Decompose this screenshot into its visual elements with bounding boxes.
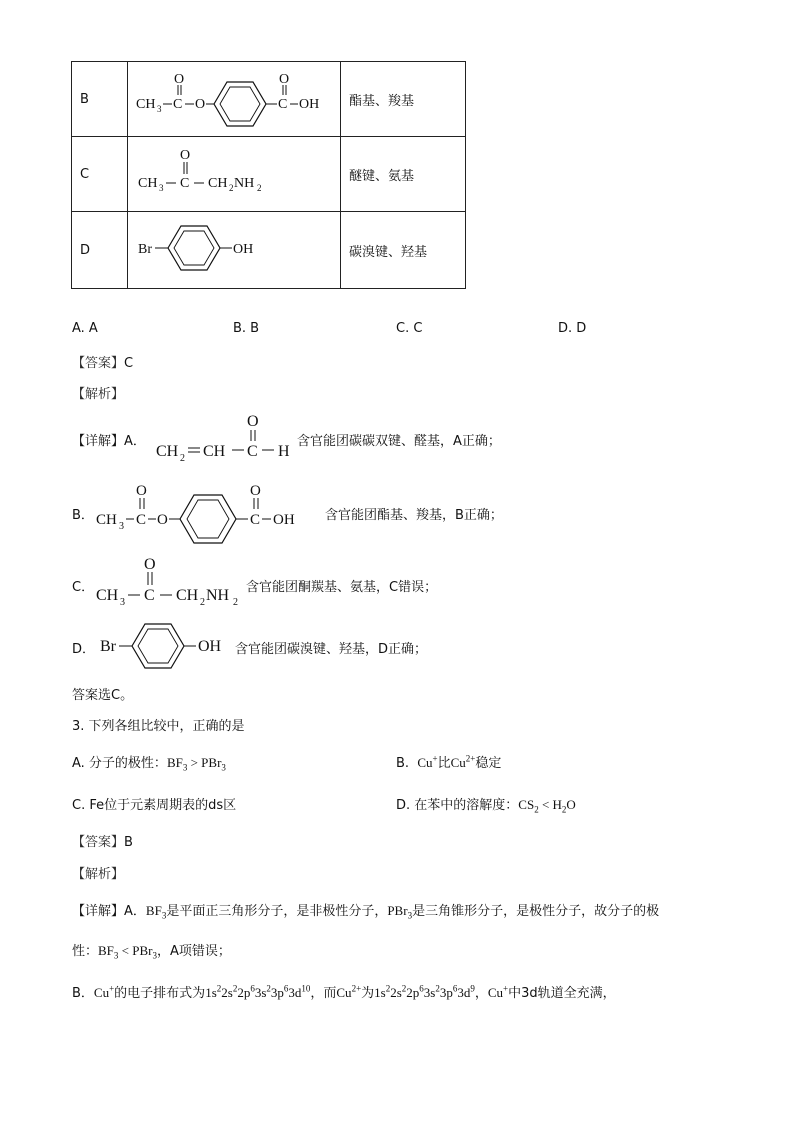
options-table bbox=[71, 61, 466, 289]
answer-label: 【答案】 bbox=[72, 356, 125, 371]
formula: $1s^22s^22p^63s^23p^63d^{10}$ bbox=[205, 983, 311, 1000]
q3-b-suffix: 稳定 bbox=[475, 756, 502, 771]
molecule-diagram bbox=[128, 62, 340, 132]
detail2-text: 是平面正三角形分子，是非极性分子， bbox=[166, 904, 388, 919]
svg-text:2: 2 bbox=[257, 183, 262, 193]
q3-b-prefix: B. bbox=[396, 756, 410, 771]
detail-c-text: 含官能团酮羰基、氨基，C错误； bbox=[246, 580, 438, 595]
formula: Cu+ bbox=[487, 983, 509, 1000]
detail2-text: ，A项错误； bbox=[156, 944, 231, 959]
row-letter: D bbox=[72, 212, 128, 289]
svg-text:2: 2 bbox=[233, 597, 238, 608]
svg-text:O: O bbox=[136, 483, 147, 499]
q3-option-a bbox=[72, 752, 226, 773]
svg-text:C: C bbox=[136, 512, 147, 528]
svg-text:CH: CH bbox=[96, 587, 119, 604]
structure-bromophenol bbox=[128, 212, 341, 289]
formula: $BF_3 > PBr_3$ bbox=[166, 755, 226, 773]
table-row bbox=[72, 212, 466, 289]
svg-text:CH: CH bbox=[136, 97, 156, 112]
detail-c-prefix: C． bbox=[72, 580, 95, 595]
formula: $CS_2 < H_2O$ bbox=[518, 797, 576, 815]
svg-text:NH: NH bbox=[234, 176, 255, 191]
svg-text:OH: OH bbox=[273, 512, 295, 528]
svg-text:CH: CH bbox=[96, 512, 117, 528]
svg-text:O: O bbox=[180, 148, 191, 163]
ketone-amine-structure bbox=[92, 552, 252, 608]
formula: $BF_3 < PBr_3$ bbox=[98, 943, 157, 961]
detail2-text: 是三角锥形分子，是极性分子，故分子的极 bbox=[412, 904, 660, 919]
q3-option-d bbox=[396, 794, 576, 815]
svg-text:O: O bbox=[250, 483, 261, 499]
detail2-text: 中3d轨道全充满， bbox=[508, 986, 616, 1001]
q3-option-c: C. Fe位于元素周期表的ds区 bbox=[72, 798, 237, 813]
svg-text:NH: NH bbox=[206, 587, 230, 604]
detail2-line3 bbox=[72, 982, 616, 1001]
formula: Cu+ bbox=[417, 753, 438, 770]
svg-text:H: H bbox=[278, 443, 290, 460]
detail2-line1 bbox=[72, 900, 659, 921]
svg-text:C: C bbox=[278, 97, 288, 112]
svg-text:CH: CH bbox=[203, 443, 226, 460]
formula: $BF_3$ bbox=[145, 903, 167, 921]
answer-1 bbox=[72, 352, 133, 371]
detail-b-prefix: B． bbox=[72, 508, 94, 523]
svg-text:CH: CH bbox=[156, 443, 179, 460]
q3-option-b bbox=[396, 752, 501, 771]
detail-a-text: 含官能团碳碳双键、醛基，A正确； bbox=[297, 434, 501, 449]
formula: Cu+ bbox=[93, 983, 115, 1000]
detail-a-label: 【详解】A． bbox=[72, 434, 146, 449]
svg-text:Br: Br bbox=[100, 638, 116, 655]
choice-a: A. A bbox=[72, 321, 98, 336]
svg-text:CH: CH bbox=[138, 176, 158, 191]
detail-d-prefix: D． bbox=[72, 642, 96, 657]
svg-text:2: 2 bbox=[180, 453, 185, 464]
question-3-stem: 3. 下列各组比较中，正确的是 bbox=[72, 719, 245, 734]
answer-label: 【答案】 bbox=[72, 835, 125, 850]
row-letter: C bbox=[72, 137, 128, 212]
svg-text:C: C bbox=[250, 512, 261, 528]
formula: $Cu^{2+}$ bbox=[336, 983, 362, 1000]
molecule-diagram bbox=[128, 212, 340, 284]
svg-text:C: C bbox=[247, 443, 258, 460]
ester-acid-structure bbox=[90, 478, 328, 548]
conclusion: 答案选C。 bbox=[72, 688, 134, 703]
detail2-text: B． bbox=[72, 986, 94, 1001]
answer-value: C bbox=[124, 356, 134, 371]
svg-text:O: O bbox=[157, 512, 168, 528]
svg-text:O: O bbox=[279, 72, 290, 87]
svg-text:CH: CH bbox=[208, 176, 228, 191]
detail2-text: ，而 bbox=[310, 986, 337, 1001]
detail2-line2 bbox=[72, 940, 231, 961]
detail2-label: 【详解】A． bbox=[72, 904, 146, 919]
choice-c: C. C bbox=[396, 321, 423, 336]
choice-b: B. B bbox=[233, 321, 260, 336]
detail2-text: 的电子排布式为 bbox=[114, 986, 206, 1001]
detail2-text: ， bbox=[474, 986, 488, 1001]
table-row bbox=[72, 62, 466, 137]
molecule-diagram bbox=[128, 137, 340, 207]
formula: $Cu^{2+}$ bbox=[450, 753, 476, 770]
structure-ketone-amine bbox=[128, 137, 341, 212]
svg-text:3: 3 bbox=[157, 104, 162, 114]
svg-text:C: C bbox=[144, 587, 155, 604]
formula: $1s^22s^22p^63s^23p^63d^9$ bbox=[374, 983, 475, 1000]
row-desc: 酯基、羧基 bbox=[341, 62, 466, 137]
svg-text:O: O bbox=[144, 556, 156, 573]
detail2-text: 为 bbox=[361, 986, 375, 1001]
svg-text:O: O bbox=[247, 413, 259, 430]
answer-value: B bbox=[124, 835, 133, 850]
svg-text:O: O bbox=[174, 72, 185, 87]
svg-text:2: 2 bbox=[229, 183, 234, 193]
q3-b-mid: 比 bbox=[437, 756, 451, 771]
svg-text:O: O bbox=[195, 97, 206, 112]
q3-d-prefix: D. 在苯中的溶解度： bbox=[396, 798, 519, 813]
table-row bbox=[72, 137, 466, 212]
row-desc: 醚键、氨基 bbox=[341, 137, 466, 212]
svg-text:Br: Br bbox=[138, 242, 152, 257]
detail-b-text: 含官能团酯基、羧基，B正确； bbox=[325, 508, 503, 523]
svg-text:C: C bbox=[180, 176, 190, 191]
analysis-label: 【解析】 bbox=[72, 867, 125, 882]
svg-text:CH: CH bbox=[176, 587, 199, 604]
svg-text:OH: OH bbox=[198, 638, 222, 655]
bromophenol-structure bbox=[96, 620, 236, 672]
svg-text:3: 3 bbox=[119, 521, 124, 532]
acrolein-structure bbox=[150, 408, 300, 466]
answer-2 bbox=[72, 831, 133, 850]
q3-a-prefix: A. 分子的极性： bbox=[72, 756, 167, 771]
svg-text:C: C bbox=[173, 97, 183, 112]
svg-text:OH: OH bbox=[233, 242, 254, 257]
choice-d: D. D bbox=[558, 321, 587, 336]
svg-text:3: 3 bbox=[159, 183, 164, 193]
svg-text:OH: OH bbox=[299, 97, 320, 112]
row-letter: B bbox=[72, 62, 128, 137]
structure-ester-acid bbox=[128, 62, 341, 137]
detail2-text: 性： bbox=[72, 944, 99, 959]
detail-d-text: 含官能团碳溴键、羟基，D正确； bbox=[235, 642, 428, 657]
svg-text:2: 2 bbox=[200, 597, 205, 608]
row-desc: 碳溴键、羟基 bbox=[341, 212, 466, 289]
formula: PBr$_3$ bbox=[387, 903, 413, 921]
svg-text:3: 3 bbox=[120, 597, 125, 608]
analysis-label: 【解析】 bbox=[72, 387, 125, 402]
